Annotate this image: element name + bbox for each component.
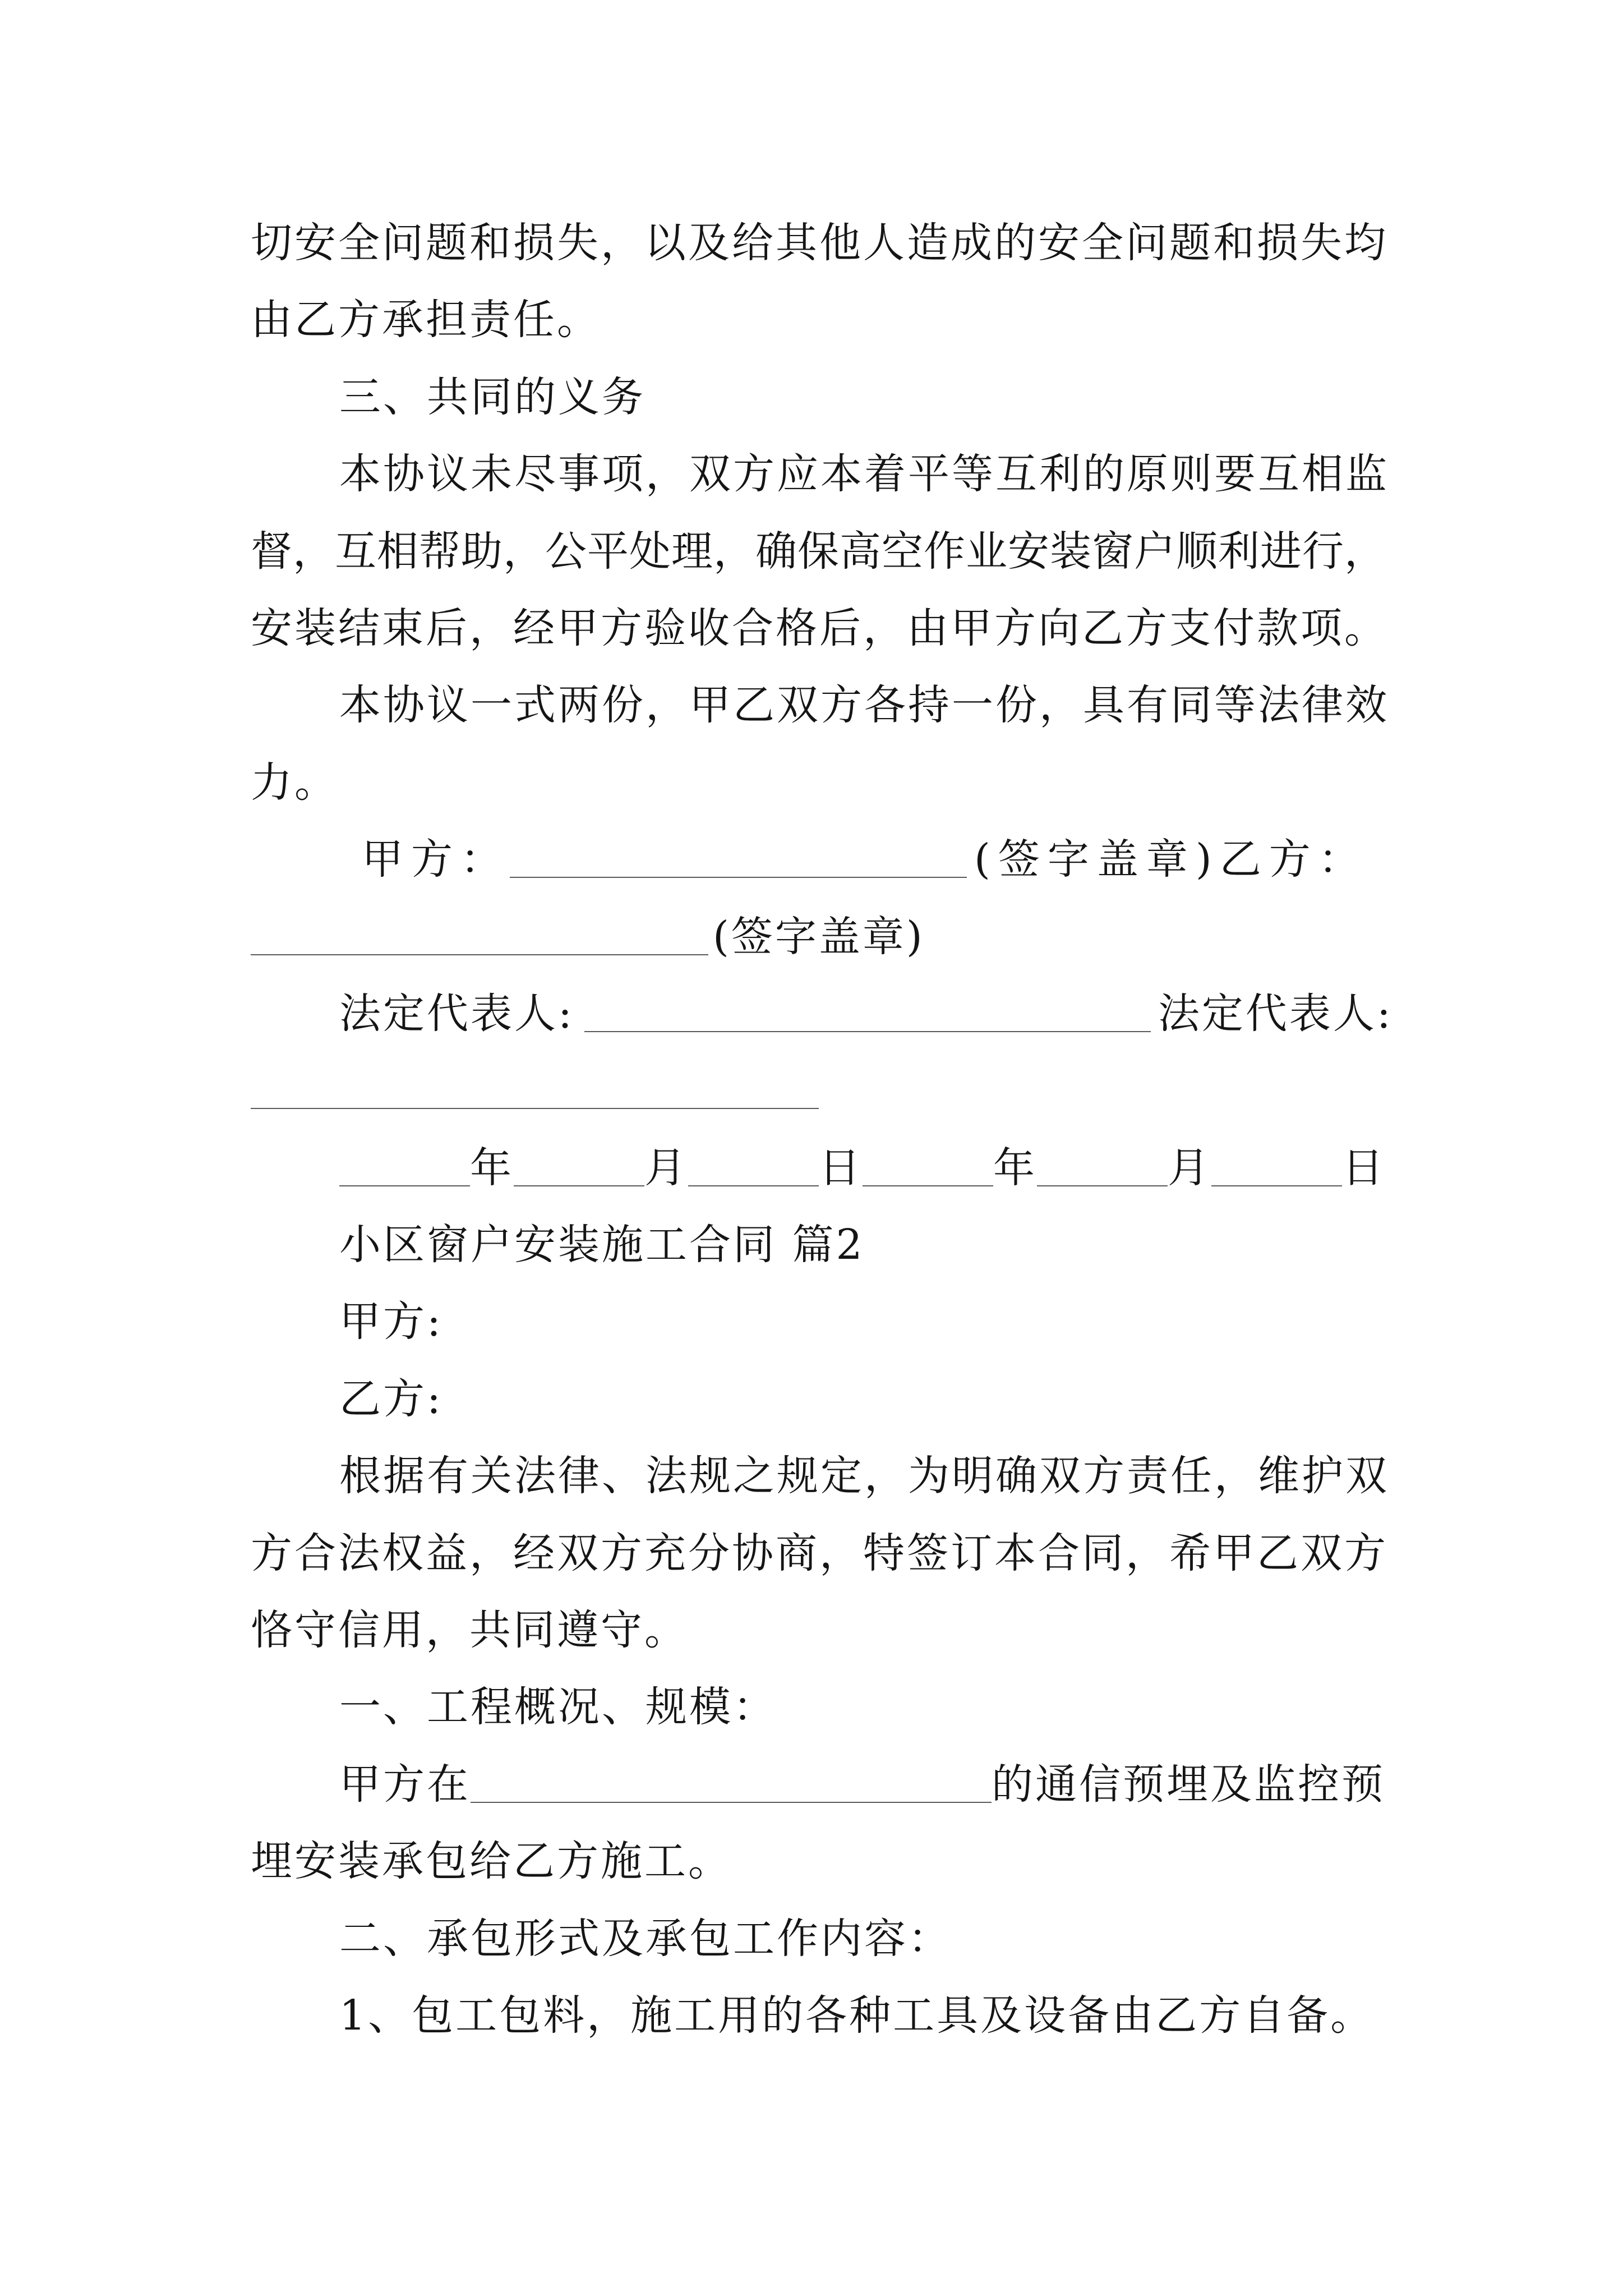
contract-item-1: 1、包工包料，施工用的各种工具及设备由乙方自备。 [339, 1991, 1375, 2040]
mutual-obligation-line: 督，互相帮助，公平处理，确保高空作业安装窗户顺利进行， [251, 527, 1386, 576]
document-body [251, 205, 1428, 2054]
date-b-day-blank [1211, 1185, 1342, 1186]
legal-representative-line [251, 976, 1428, 1052]
scope-location-blank [471, 1802, 992, 1803]
contract-2-party-a-label: 甲方: [339, 1297, 443, 1346]
date-a-month-blank [514, 1185, 644, 1186]
copies-clause-line: 力。 [251, 758, 338, 807]
signature-line-party-b [251, 899, 1428, 976]
scope-suffix: 的通信预埋及监控预 [992, 1760, 1385, 1809]
date-b-year-label: 年 [993, 1143, 1037, 1192]
party-a-signature-blank [510, 877, 967, 878]
party-a-rep-blank [584, 1031, 1151, 1032]
date-a-month-label: 月 [644, 1143, 688, 1192]
preamble-line: 恪守信用，共同遵守。 [251, 1606, 688, 1655]
copies-clause-line: 本协议一式两份，甲乙双方各持一份，具有同等法律效 [339, 681, 1389, 730]
date-b-day-label: 日 [1342, 1143, 1386, 1192]
date-a-day-blank [688, 1185, 819, 1186]
party-b-rep-blank [251, 1108, 819, 1109]
scope-prefix: 甲方在 [339, 1760, 471, 1809]
date-line [251, 1130, 1428, 1207]
mutual-obligation-line: 安装结束后，经甲方验收合格后，由甲方向乙方支付款项。 [251, 604, 1388, 652]
preamble-line: 方合法权益，经双方充分协商，特签订本合同，希甲乙双方 [251, 1529, 1388, 1577]
scope-continuation-line: 埋安装承包给乙方施工。 [251, 1837, 732, 1886]
party-a-rep-label: 法定代表人: [339, 989, 574, 1038]
date-a-day-label: 日 [819, 1143, 863, 1192]
mutual-obligation-line: 本协议未尽事项，双方应本着平等互利的原则要互相监 [339, 450, 1389, 499]
date-a-year-blank [339, 1185, 470, 1186]
scope-line [251, 1746, 1428, 1823]
date-a-year-label: 年 [470, 1143, 514, 1192]
liability-clause-line: 由乙方承担责任。 [251, 296, 601, 344]
party-b-seal-note: (签字盖章) [713, 912, 925, 961]
signature-line-parties [251, 821, 1428, 898]
preamble-line: 根据有关法律、法规之规定，为明确双方责任，维护双 [339, 1452, 1389, 1501]
liability-clause-line: 切安全问题和损失，以及给其他人造成的安全问题和损失均 [251, 219, 1388, 267]
section-2-heading: 二、承包形式及承包工作内容： [339, 1914, 952, 1963]
section-3-heading: 三、共同的义务 [339, 372, 645, 421]
party-a-label: 甲方： [362, 835, 510, 884]
party-a-seal-note: (签字盖章) [974, 835, 1220, 884]
party-b-label: 乙方： [1219, 835, 1368, 884]
contract-2-party-b-label: 乙方: [339, 1374, 443, 1423]
date-b-month-blank [1037, 1185, 1168, 1186]
party-b-rep-label: 法定代表人: [1158, 989, 1393, 1038]
contract-2-title: 小区窗户安装施工合同 篇2 [339, 1221, 865, 1269]
date-b-year-blank [863, 1185, 993, 1186]
party-b-signature-blank [251, 954, 708, 955]
section-1-heading: 一、工程概况、规模： [339, 1683, 777, 1732]
date-b-month-label: 月 [1168, 1143, 1211, 1192]
party-b-rep-blank-line [251, 1052, 1428, 1129]
